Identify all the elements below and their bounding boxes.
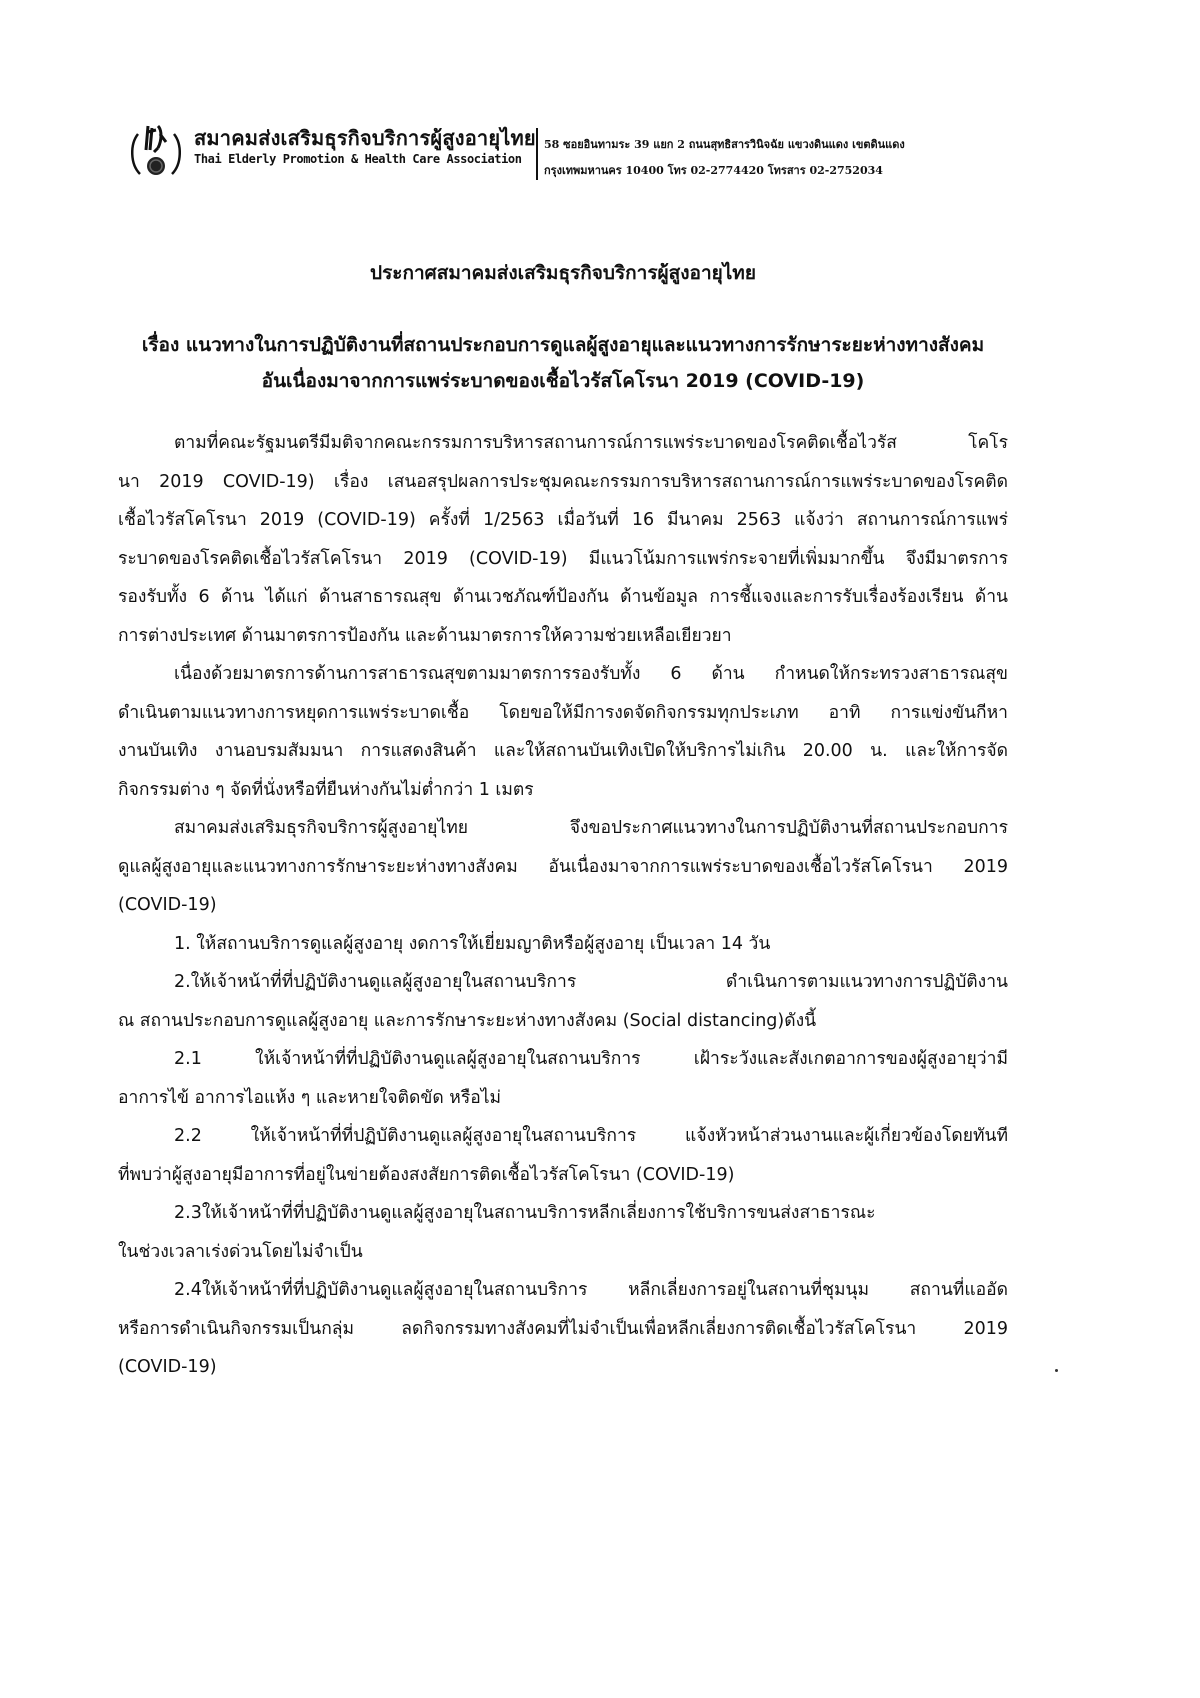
- list-item-2-1: 2.1 ให้เจ้าหน้าที่ที่ปฏิบัติงานดูแลผู้สูงอายุในสถานบริการ เฝ้าระวังและสังเกตอาการของผู้สูงอายุว่ามี: [174, 1049, 1008, 1069]
- body-line: ตามที่คณะรัฐมนตรีมีมติจากคณะกรรมการบริหารสถานการณ์การแพร่ระบาดของโรคติดเชื้อไวรัส โคโร: [174, 433, 1008, 453]
- body-line: เนื่องด้วยมาตรการด้านการสาธารณสุขตามมาตรการรองรับทั้ง 6 ด้าน กำหนดให้กระทรวงสาธารณสุข: [174, 664, 1008, 684]
- body-line: สมาคมส่งเสริมธุรกิจบริการผู้สูงอายุไทย จึงขอประกาศแนวทางในการปฏิบัติงานที่สถานประกอบการ: [174, 818, 1008, 838]
- body-line: รองรับทั้ง 6 ด้าน ได้แก่ ด้านสาธารณสุข ด้านเวชภัณฑ์ป้องกัน ด้านข้อมูล การชี้แจงและการรับเรื่องร้องเรียน ด้าน: [118, 587, 1008, 607]
- body-line: งานบันเทิง งานอบรมสัมมนา การแสดงสินค้า และให้สถานบันเทิงเปิดให้บริการไม่เกิน 20.00 น. และให้การจัด: [118, 741, 1008, 761]
- body-line: นา 2019 COVID-19) เรื่อง เสนอสรุปผลการประชุมคณะกรรมการบริหารสถานการณ์การแพร่ระบาดของโรคติด: [118, 471, 1008, 492]
- subject-line-1: เรื่อง แนวทางในการปฏิบัติงานที่สถานประกอบการดูแลผู้สูงอายุและแนวทางการรักษาระยะห่างทางสังคม: [141, 334, 985, 356]
- body-line: หรือการดำเนินกิจกรรมเป็นกลุ่ม ลดกิจกรรมทางสังคมที่ไม่จำเป็นเพื่อหลีกเลี่ยงการติดเชื้อไวรัสโคโรนา 2019: [118, 1318, 1008, 1339]
- body-line: ที่พบว่าผู้สูงอายุมีอาการที่อยู่ในข่ายต้องสงสัยการติดเชื้อไวรัสโคโรนา (COVID-19): [118, 1164, 735, 1185]
- announcement-heading: ประกาศสมาคมส่งเสริมธุรกิจบริการผู้สูงอายุไทย: [370, 262, 756, 284]
- body-line: ระบาดของโรคติดเชื้อไวรัสโคโรนา 2019 (COVID-19) มีแนวโน้มการแพร่กระจายที่เพิ่มมากขึ้น จึงมีมาตรการ: [118, 548, 1008, 569]
- address-line-1: 58 ซอยอินทามระ 39 แยก 2 ถนนสุทธิสารวินิจฉัย แขวงดินแดง เขตดินแดง: [544, 138, 905, 151]
- document-body: [118, 424, 1008, 1387]
- body-line: กิจกรรมต่าง ๆ จัดที่นั่งหรือที่ยืนห่างกันไม่ต่ำกว่า 1 เมตร: [118, 779, 534, 800]
- address-line-2: กรุงเทพมหานคร 10400 โทร 02-2774420 โทรสาร 02-2752034: [544, 164, 883, 177]
- body-line: (COVID-19): [118, 895, 217, 915]
- body-line: อาการไข้ อาการไอแห้ง ๆ และหายใจติดขัด หรือไม่: [118, 1087, 502, 1108]
- list-item-1: 1. ให้สถานบริการดูแลผู้สูงอายุ งดการให้เยี่ยมญาติหรือผู้สูงอายุ เป็นเวลา 14 วัน: [174, 933, 771, 954]
- body-line: เชื้อไวรัสโคโรนา 2019 (COVID-19) ครั้งที่ 1/2563 เมื่อวันที่ 16 มีนาคม 2563 แจ้งว่า สถานการณ์การแพร่: [118, 510, 1008, 530]
- body-line: ดำเนินตามแนวทางการหยุดการแพร่ระบาดเชื้อ โดยขอให้มีการงดจัดกิจกรรมทุกประเภท อาทิ การแข่งขันกีหา: [118, 702, 1008, 723]
- letterhead-divider: [536, 128, 538, 180]
- letterhead: [128, 112, 1028, 192]
- association-logo-icon: [128, 120, 184, 184]
- list-item-2: 2.ให้เจ้าหน้าที่ที่ปฏิบัติงานดูแลผู้สูงอายุในสถานบริการ ดำเนินการตามแนวทางการปฏิบัติงาน: [174, 972, 1008, 992]
- body-line: ดูแลผู้สูงอายุและแนวทางการรักษาระยะห่างทางสังคม อันเนื่องมาจากการแพร่ระบาดของเชื้อไวรัสโคโรนา 2019: [118, 856, 1008, 877]
- organization-name-thai: สมาคมส่งเสริมธุรกิจบริการผู้สูงอายุไทย: [194, 126, 536, 150]
- body-line: การต่างประเทศ ด้านมาตรการป้องกัน และด้านมาตรการให้ความช่วยเหลือเยียวยา: [118, 625, 732, 646]
- list-item-2-3: 2.3ให้เจ้าหน้าที่ที่ปฏิบัติงานดูแลผู้สูงอายุในสถานบริการหลีกเลี่ยงการใช้บริการขนส่งสาธารณะ: [174, 1203, 876, 1223]
- organization-name: [194, 126, 536, 166]
- list-item-2-4: 2.4ให้เจ้าหน้าที่ที่ปฏิบัติงานดูแลผู้สูงอายุในสถานบริการ หลีกเลี่ยงการอยู่ในสถานที่ชุมนุม สถานที่แออัด: [174, 1280, 1008, 1300]
- subject-line-2: อันเนื่องมาจากการแพร่ระบาดของเชื้อไวรัสโคโรนา 2019 (COVID-19): [261, 370, 865, 392]
- list-item-2-2: 2.2 ให้เจ้าหน้าที่ที่ปฏิบัติงานดูแลผู้สูงอายุในสถานบริการ แจ้งหัวหน้าส่วนงานและผู้เกี่ยวข้องโดยทันที: [174, 1126, 1008, 1146]
- body-line: (COVID-19): [118, 1357, 217, 1377]
- scan-speck: [1055, 1369, 1058, 1372]
- body-line: ณ สถานประกอบการดูแลผู้สูงอายุ และการรักษาระยะห่างทางสังคม (Social distancing)ดังนี้: [118, 1010, 817, 1031]
- organization-address: [544, 132, 905, 184]
- organization-name-english: Thai Elderly Promotion & Health Care Association: [194, 152, 522, 166]
- body-line: ในช่วงเวลาเร่งด่วนโดยไม่จำเป็น: [118, 1241, 363, 1262]
